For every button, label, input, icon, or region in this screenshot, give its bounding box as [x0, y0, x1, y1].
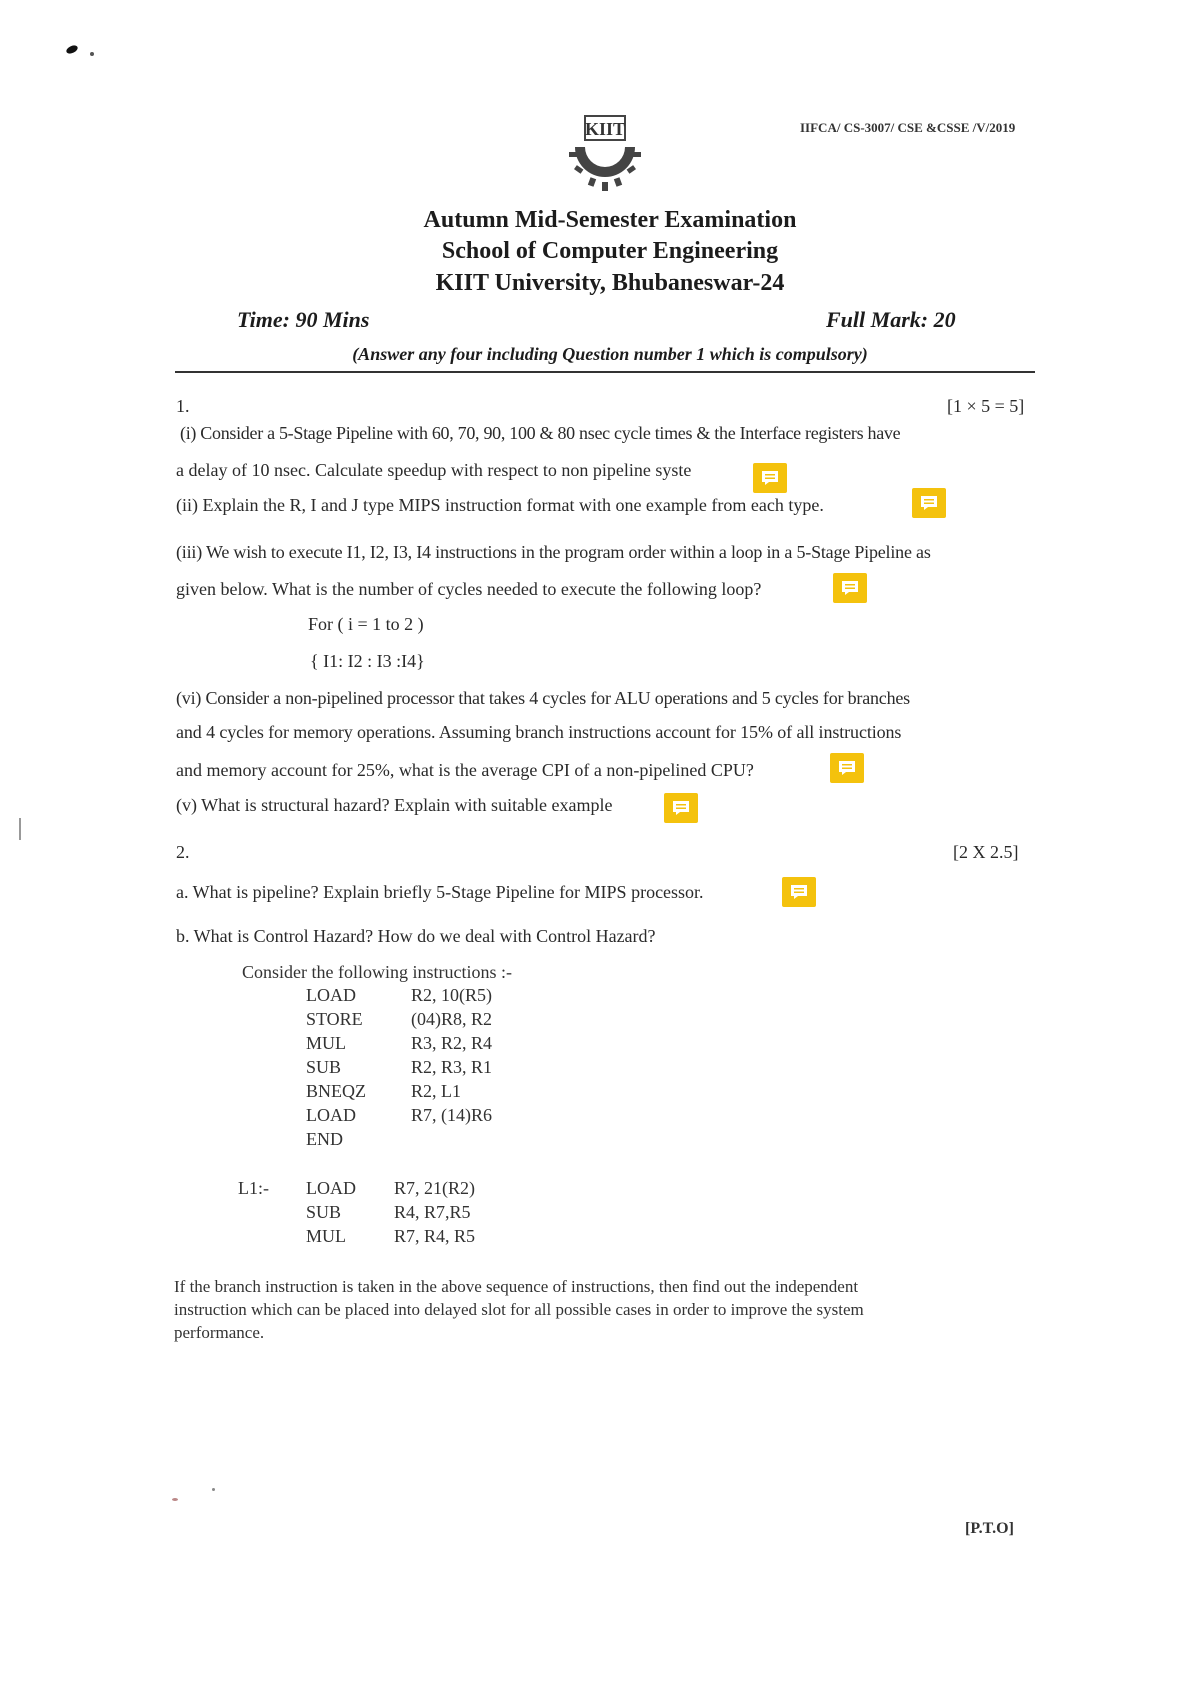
exam-time: Time: 90 Mins	[237, 307, 370, 332]
exam-title: Autumn Mid-Semester Examination	[423, 207, 797, 233]
instruction-args: R7, R4, R5	[394, 1226, 476, 1246]
header-divider	[175, 371, 1035, 373]
instruction-args: R3, R2, R4	[411, 1033, 493, 1053]
scan-speck	[212, 1488, 215, 1491]
instruction-op: END	[306, 1129, 343, 1149]
instruction-args: R4, R7,R5	[394, 1202, 471, 1222]
instruction-op: BNEQZ	[306, 1081, 366, 1101]
loop-for: For ( i = 1 to 2 )	[308, 614, 424, 634]
instruction-op: SUB	[306, 1202, 342, 1222]
exam-instruction: (Answer any four including Question number 1 which is compulsory)	[352, 344, 868, 364]
comment-note-icon[interactable]	[753, 463, 787, 493]
instruction-row	[306, 1057, 492, 1081]
question-1-vi-line1: (vi) Consider a non-pipelined processor that takes 4 cycles for ALU operations and 5 cycles for branches	[176, 688, 910, 708]
instruction-args: R7, 21(R2)	[394, 1178, 475, 1198]
scan-speck	[90, 52, 94, 56]
school-name: School of Computer Engineering	[441, 238, 779, 264]
question-1-vi-line3: and memory account for 25%, what is the average CPI of a non-pipelined CPU?	[176, 760, 754, 780]
comment-note-icon[interactable]	[782, 877, 816, 907]
instruction-row	[306, 985, 492, 1009]
instruction-row	[306, 1081, 492, 1105]
question-1-marks: [1 × 5 = 5]	[947, 396, 1025, 416]
question-2-number: 2.	[176, 842, 190, 862]
page-turn-over: [P.T.O]	[965, 1520, 1014, 1537]
comment-note-icon[interactable]	[912, 488, 946, 518]
question-2-a: a. What is pipeline? Explain briefly 5-Stage Pipeline for MIPS processor.	[176, 882, 704, 902]
comment-note-icon[interactable]	[833, 573, 867, 603]
instruction-row	[306, 1033, 492, 1057]
instruction-op: LOAD	[306, 1178, 356, 1198]
branch-label: L1:-	[238, 1178, 269, 1198]
question-1-iii-line1: (iii) We wish to execute I1, I2, I3, I4 instructions in the program order within a loop in a 5-Stage Pipeline as	[176, 542, 931, 562]
scan-speck	[172, 1498, 178, 1501]
question-1-ii: (ii) Explain the R, I and J type MIPS instruction format with one example from each type.	[176, 495, 824, 515]
comment-note-icon[interactable]	[830, 753, 864, 783]
instruction-row	[306, 1202, 475, 1226]
comment-note-icon[interactable]	[664, 793, 698, 823]
consider-instructions: Consider the following instructions :-	[242, 962, 512, 982]
instruction-row	[306, 1129, 492, 1153]
l1-instruction-list	[306, 1178, 475, 1250]
university-seal-icon	[555, 112, 655, 202]
full-mark: Full Mark: 20	[826, 307, 956, 332]
question-1-i-line2: a delay of 10 nsec. Calculate speedup with respect to non pipeline syste	[176, 460, 692, 480]
closing-line: instruction which can be placed into delayed slot for all possible cases in order to improve the system	[174, 1300, 864, 1319]
instruction-args: (04)R8, R2	[411, 1009, 492, 1029]
instruction-row	[306, 1226, 475, 1250]
question-1-vi-line2: and 4 cycles for memory operations. Assuming branch instructions account for 15% of all instructions	[176, 722, 902, 742]
closing-paragraph	[174, 1275, 1034, 1344]
loop-body: { I1: I2 : I3 :I4}	[310, 651, 425, 671]
paper-code: IIFCA/ CS-3007/ CSE &CSSE /V/2019	[800, 120, 1016, 135]
instruction-row	[306, 1105, 492, 1129]
scan-edge-mark	[19, 818, 21, 840]
instruction-op: STORE	[306, 1009, 363, 1029]
scan-speck	[65, 44, 79, 55]
instruction-op: MUL	[306, 1033, 346, 1053]
instruction-op: MUL	[306, 1226, 346, 1246]
instruction-args: R2, 10(R5)	[411, 985, 492, 1005]
question-1-number: 1.	[176, 396, 190, 416]
instruction-op: SUB	[306, 1057, 342, 1077]
svg-text:KIIT: KIIT	[584, 119, 626, 139]
question-2-b: b. What is Control Hazard? How do we deal with Control Hazard?	[176, 926, 656, 946]
question-1-v: (v) What is structural hazard? Explain with suitable example	[176, 795, 613, 815]
instruction-row	[306, 1178, 475, 1202]
question-1-iii-line2: given below. What is the number of cycles needed to execute the following loop?	[176, 579, 762, 599]
instruction-op: LOAD	[306, 1105, 356, 1125]
university-logo	[555, 112, 655, 202]
instruction-args: R2, L1	[411, 1081, 462, 1101]
university-name: KIIT University, Bhubaneswar-24	[435, 270, 785, 296]
closing-line: If the branch instruction is taken in the above sequence of instructions, then find out the independent	[174, 1277, 859, 1296]
instruction-args: R2, R3, R1	[411, 1057, 493, 1077]
closing-line: performance.	[174, 1323, 265, 1342]
question-1-i-line1: (i) Consider a 5-Stage Pipeline with 60, 70, 90, 100 & 80 nsec cycle times & the Interface registers have	[180, 423, 901, 443]
instruction-args: R7, (14)R6	[411, 1105, 492, 1125]
instruction-op: LOAD	[306, 985, 356, 1005]
question-2-marks: [2 X 2.5]	[953, 842, 1019, 862]
instruction-row	[306, 1009, 492, 1033]
instruction-list	[306, 985, 492, 1153]
